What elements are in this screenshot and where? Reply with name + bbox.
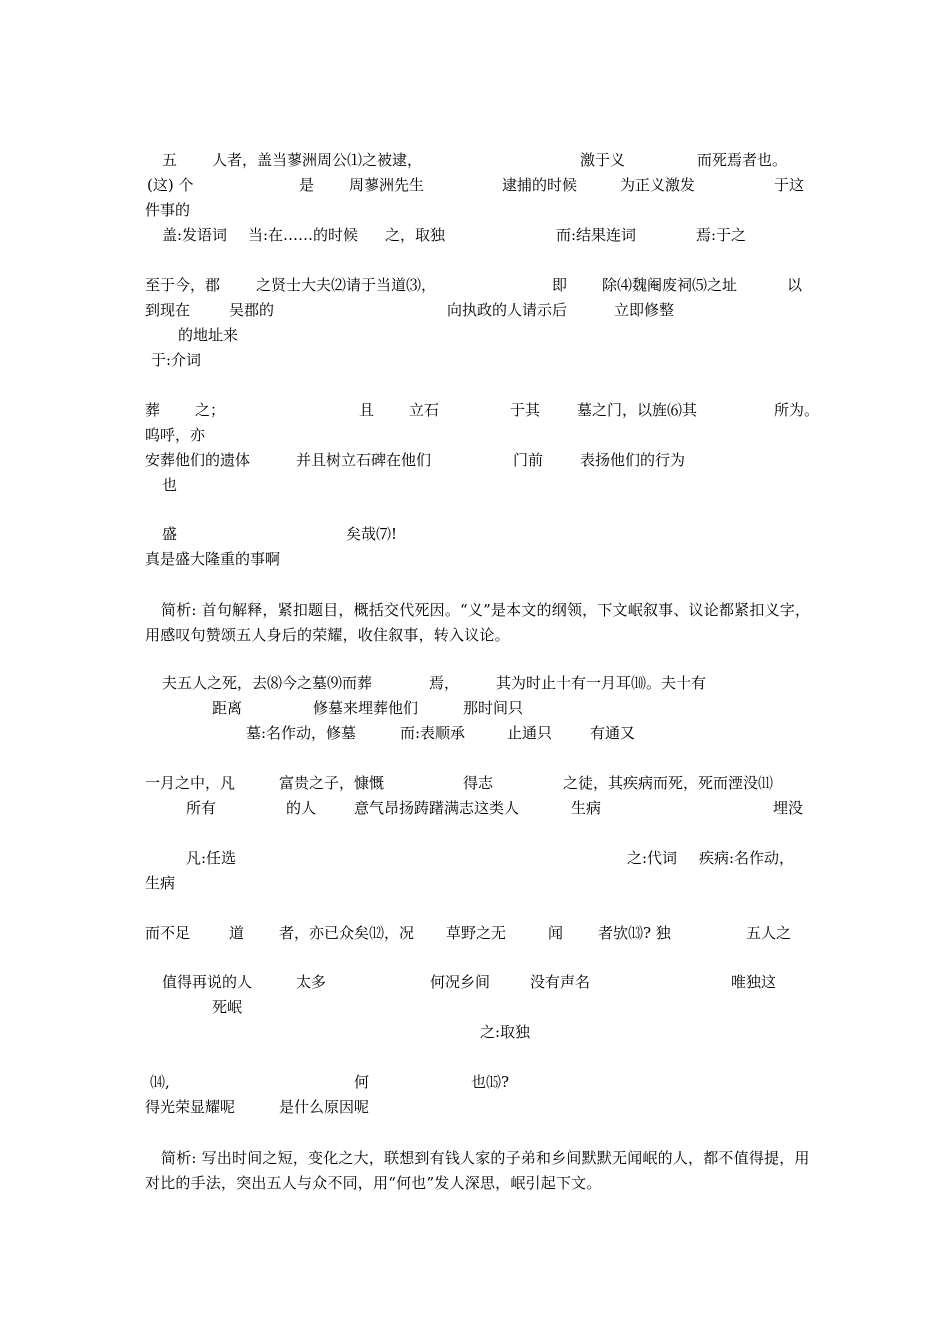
original-text: 立石 [409, 401, 440, 419]
translation-text: 也 [162, 476, 178, 494]
translation-text: 的人 [286, 799, 317, 817]
translation-text: 表扬他们的行为 [580, 451, 686, 469]
translation-text: 值得再说的人 [162, 973, 253, 991]
annotation-note: 盖:发语词 [162, 226, 228, 244]
original-text: 也⒂? [471, 1073, 510, 1091]
translation-text: 向执政的人请示后 [447, 301, 568, 319]
annotation-note: 止通只 [507, 724, 553, 742]
translation-text: 门前 [513, 451, 544, 469]
original-text: 五 [162, 151, 178, 169]
translation-text: 吴郡的 [229, 301, 275, 319]
annotation-note: 凡:任选 [186, 849, 237, 867]
original-text: 墓之门，以旌⑹其 [577, 401, 698, 419]
annotation-note: 焉:于之 [696, 226, 747, 244]
translation-text: 到现在 [145, 301, 191, 319]
translation-text: 没有声名 [530, 973, 591, 991]
translation-text: 埋没 [773, 799, 804, 817]
original-text: 得志 [463, 774, 494, 792]
translation-text: 何况乡间 [430, 973, 491, 991]
annotation-note: 生病 [145, 874, 176, 892]
translation-text: 立即修整 [614, 301, 675, 319]
translation-text: (这) 个 [147, 176, 194, 194]
original-text: 葬 [145, 401, 161, 419]
translation-text: 死岷 [212, 998, 243, 1016]
annotation-note: 之:取独 [480, 1023, 531, 1041]
annotation-note: 之:代词 [627, 849, 678, 867]
original-text: 除⑷魏阉废祠⑸之址 [602, 276, 738, 294]
original-text: 何 [354, 1073, 370, 1091]
translation-text: 那时间只 [463, 699, 524, 717]
translation-text: 意气昂扬踌躇满志这类人 [354, 799, 520, 817]
annotation-note: 而:表顺承 [400, 724, 466, 742]
original-text: 于其 [510, 401, 541, 419]
annotation-note: 疾病:名作动， [699, 849, 795, 867]
translation-text: 唯独这 [731, 973, 777, 991]
original-text: 闻 [548, 924, 564, 942]
original-text: 之； [195, 401, 226, 419]
original-text: 者欤⒀? 独 [598, 924, 671, 942]
translation-text: 并且树立石碑在他们 [296, 451, 432, 469]
annotation-note: 于:介词 [151, 351, 202, 369]
original-text: 即 [552, 276, 568, 294]
original-text: 道 [229, 924, 245, 942]
original-text: 夫五人之死，去⑻今之墓⑼而葬 [162, 674, 373, 692]
translation-text: 得光荣显耀呢 [145, 1098, 236, 1116]
translation-text: 真是盛大隆重的事啊 [145, 550, 281, 568]
original-text: 之贤士大夫⑵请于当道⑶， [256, 276, 437, 294]
original-text: ⒁, [150, 1073, 170, 1091]
translation-text: 生病 [571, 799, 602, 817]
original-text: 而死焉者也。 [697, 151, 788, 169]
translation-text: 所有 [186, 799, 217, 817]
original-text: 盛 [162, 525, 178, 543]
original-text: 五人之 [746, 924, 792, 942]
annotation-note: 有通又 [590, 724, 636, 742]
translation-text: 安葬他们的遗体 [145, 451, 251, 469]
original-text: 而不足 [145, 924, 191, 942]
translation-text: 是 [299, 176, 315, 194]
original-text: 以 [787, 276, 803, 294]
analysis-paragraph: 简析: 写出时间之短，变化之大，联想到有钱人家的子弟和乡间默默无闻岷的人，都不值得提，用对比的手法，突出五人与众不同，用“何也”发人深思，岷引起下文。 [145, 1149, 810, 1192]
original-text: 其为时止十有一月耳⑽。夫十有 [496, 674, 707, 692]
original-text: 焉， [429, 674, 460, 692]
translation-text: 逮捕的时候 [502, 176, 578, 194]
translation-text: 的地址来 [178, 326, 239, 344]
annotation-note: 而:结果连词 [556, 226, 637, 244]
original-text: 所为。 [774, 401, 820, 419]
original-text: 富贵之子，慷慨 [279, 774, 385, 792]
original-text: 至于今，郡 [145, 276, 221, 294]
translation-text: 件事的 [145, 201, 191, 219]
original-text: 一月之中，凡 [145, 774, 236, 792]
original-text: 激于义 [580, 151, 626, 169]
original-text: 呜呼，亦 [145, 426, 206, 444]
translation-text: 距离 [212, 699, 243, 717]
translation-text: 周蓼洲先生 [349, 176, 425, 194]
original-text: 者，亦已众矣⑿，况 [279, 924, 415, 942]
original-text: 矣哉⑺! [346, 525, 398, 543]
translation-text: 太多 [296, 973, 327, 991]
annotation-note: 墓:名作动，修墓 [246, 724, 357, 742]
original-text: 且 [359, 401, 375, 419]
original-text: 草野之无 [446, 924, 507, 942]
original-text: 之徒，其疾病而死，死而湮没⑾ [563, 774, 774, 792]
translation-text: 修墓来埋葬他们 [313, 699, 419, 717]
annotation-note: 之，取独 [385, 226, 446, 244]
analysis-paragraph: 简析: 首句解释，紧扣题目，概括交代死因。“义”是本文的纲领，下文岷叙事、议论都紧扣义字，用感叹句赞颂五人身后的荣耀，收住叙事，转入议论。 [145, 601, 811, 644]
translation-text: 于这 [774, 176, 805, 194]
annotation-note: 当:在……的时候 [248, 226, 359, 244]
translation-text: 是什么原因呢 [279, 1098, 370, 1116]
original-text: 人者，盖当蓼洲周公⑴之被逮， [212, 151, 423, 169]
translation-text: 为正义激发 [620, 176, 696, 194]
